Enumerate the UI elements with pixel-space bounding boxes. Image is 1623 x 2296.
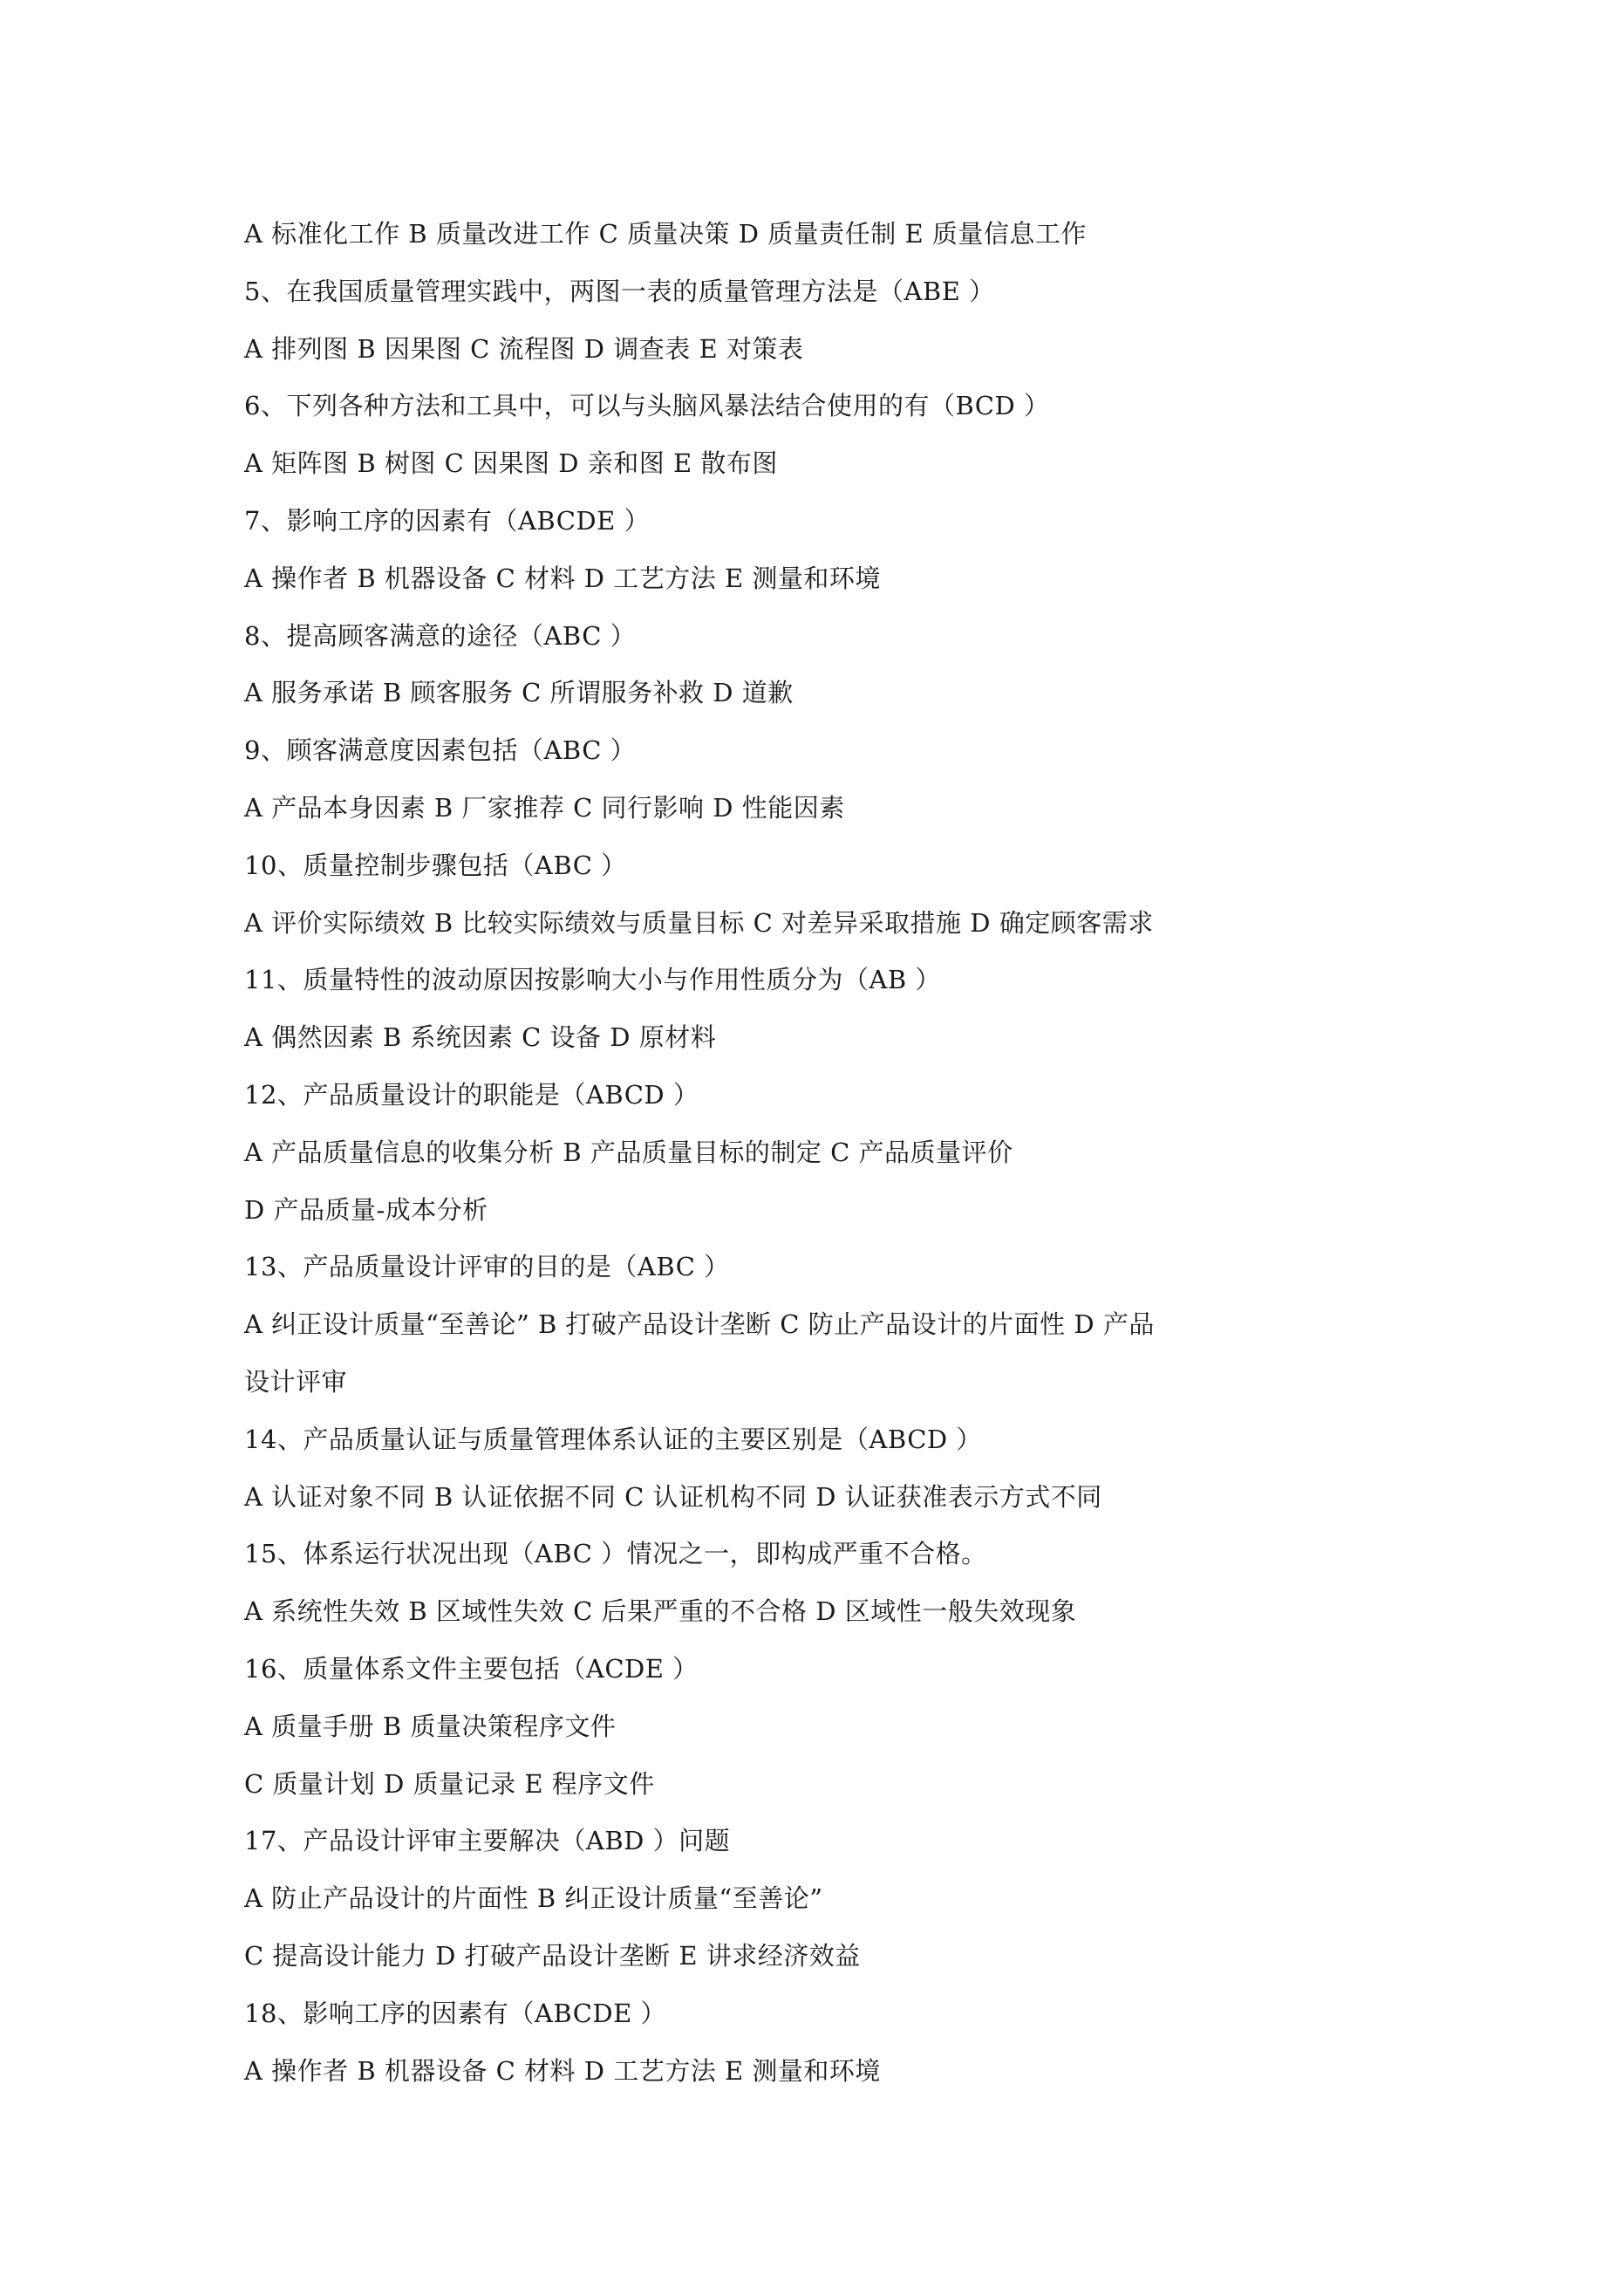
options-line: A 矩阵图 B 树图 C 因果图 D 亲和图 E 散布图 (244, 448, 778, 479)
options-line: A 偶然因素 B 系统因素 C 设备 D 原材料 (244, 1022, 717, 1053)
question-line: 14、产品质量认证与质量管理体系认证的主要区别是（ABCD ） (244, 1424, 982, 1454)
question-line: 5、在我国质量管理实践中，两图一表的质量管理方法是（ABE ） (244, 276, 995, 306)
question-line: 18、影响工序的因素有（ABCDE ） (244, 1998, 667, 2028)
options-line: A 产品本身因素 B 厂家推荐 C 同行影响 D 性能因素 (244, 792, 845, 823)
options-line: A 服务承诺 B 顾客服务 C 所谓服务补救 D 道歉 (244, 678, 794, 708)
options-line: 设计评审 (244, 1366, 348, 1397)
question-line: 11、质量特性的波动原因按影响大小与作用性质分为（AB ） (244, 965, 941, 995)
options-line: A 操作者 B 机器设备 C 材料 D 工艺方法 E 测量和环境 (244, 563, 881, 593)
options-line: A 评价实际绩效 B 比较实际绩效与质量目标 C 对差异采取措施 D 确定顾客需求 (244, 907, 1154, 938)
options-line: C 质量计划 D 质量记录 E 程序文件 (244, 1768, 655, 1799)
question-line: 16、质量体系文件主要包括（ACDE ） (244, 1653, 699, 1684)
question-line: 9、顾客满意度因素包括（ABC ） (244, 735, 637, 766)
question-line: 7、影响工序的因素有（ABCDE ） (244, 505, 651, 536)
question-line: 8、提高顾客满意的途径（ABC ） (244, 620, 637, 651)
document-body (244, 206, 1378, 2100)
options-line: A 产品质量信息的收集分析 B 产品质量目标的制定 C 产品质量评价 (244, 1137, 1013, 1167)
question-line: 6、下列各种方法和工具中，可以与头脑风暴法结合使用的有（BCD ） (244, 391, 1050, 421)
options-line: A 排列图 B 因果图 C 流程图 D 调查表 E 对策表 (244, 333, 804, 364)
options-line: A 质量手册 B 质量决策程序文件 (244, 1711, 617, 1741)
options-line: A 纠正设计质量“至善论” B 打破产品设计垄断 C 防止产品设计的片面性 D 产品 (244, 1309, 1155, 1340)
question-line: 17、产品设计评审主要解决（ABD ）问题 (244, 1826, 731, 1856)
question-line: 13、产品质量设计评审的目的是（ABC ） (244, 1252, 730, 1282)
question-line: 12、产品质量设计的职能是（ABCD ） (244, 1079, 699, 1110)
options-line: A 操作者 B 机器设备 C 材料 D 工艺方法 E 测量和环境 (244, 2055, 881, 2086)
options-line: A 认证对象不同 B 认证依据不同 C 认证机构不同 D 认证获准表示方式不同 (244, 1481, 1102, 1512)
text-line: A 标准化工作 B 质量改进工作 C 质量决策 D 质量责任制 E 质量信息工作 (244, 219, 1087, 249)
options-line: A 防止产品设计的片面性 B 纠正设计质量“至善论” (244, 1883, 823, 1914)
options-line: A 系统性失效 B 区域性失效 C 后果严重的不合格 D 区域性一般失效现象 (244, 1596, 1077, 1627)
question-line: 10、质量控制步骤包括（ABC ） (244, 850, 627, 880)
options-line: C 提高设计能力 D 打破产品设计垄断 E 讲求经济效益 (244, 1940, 861, 1971)
options-line: D 产品质量-成本分析 (244, 1194, 488, 1225)
question-line: 15、体系运行状况出现（ABC ）情况之一，即构成严重不合格。 (244, 1539, 987, 1569)
